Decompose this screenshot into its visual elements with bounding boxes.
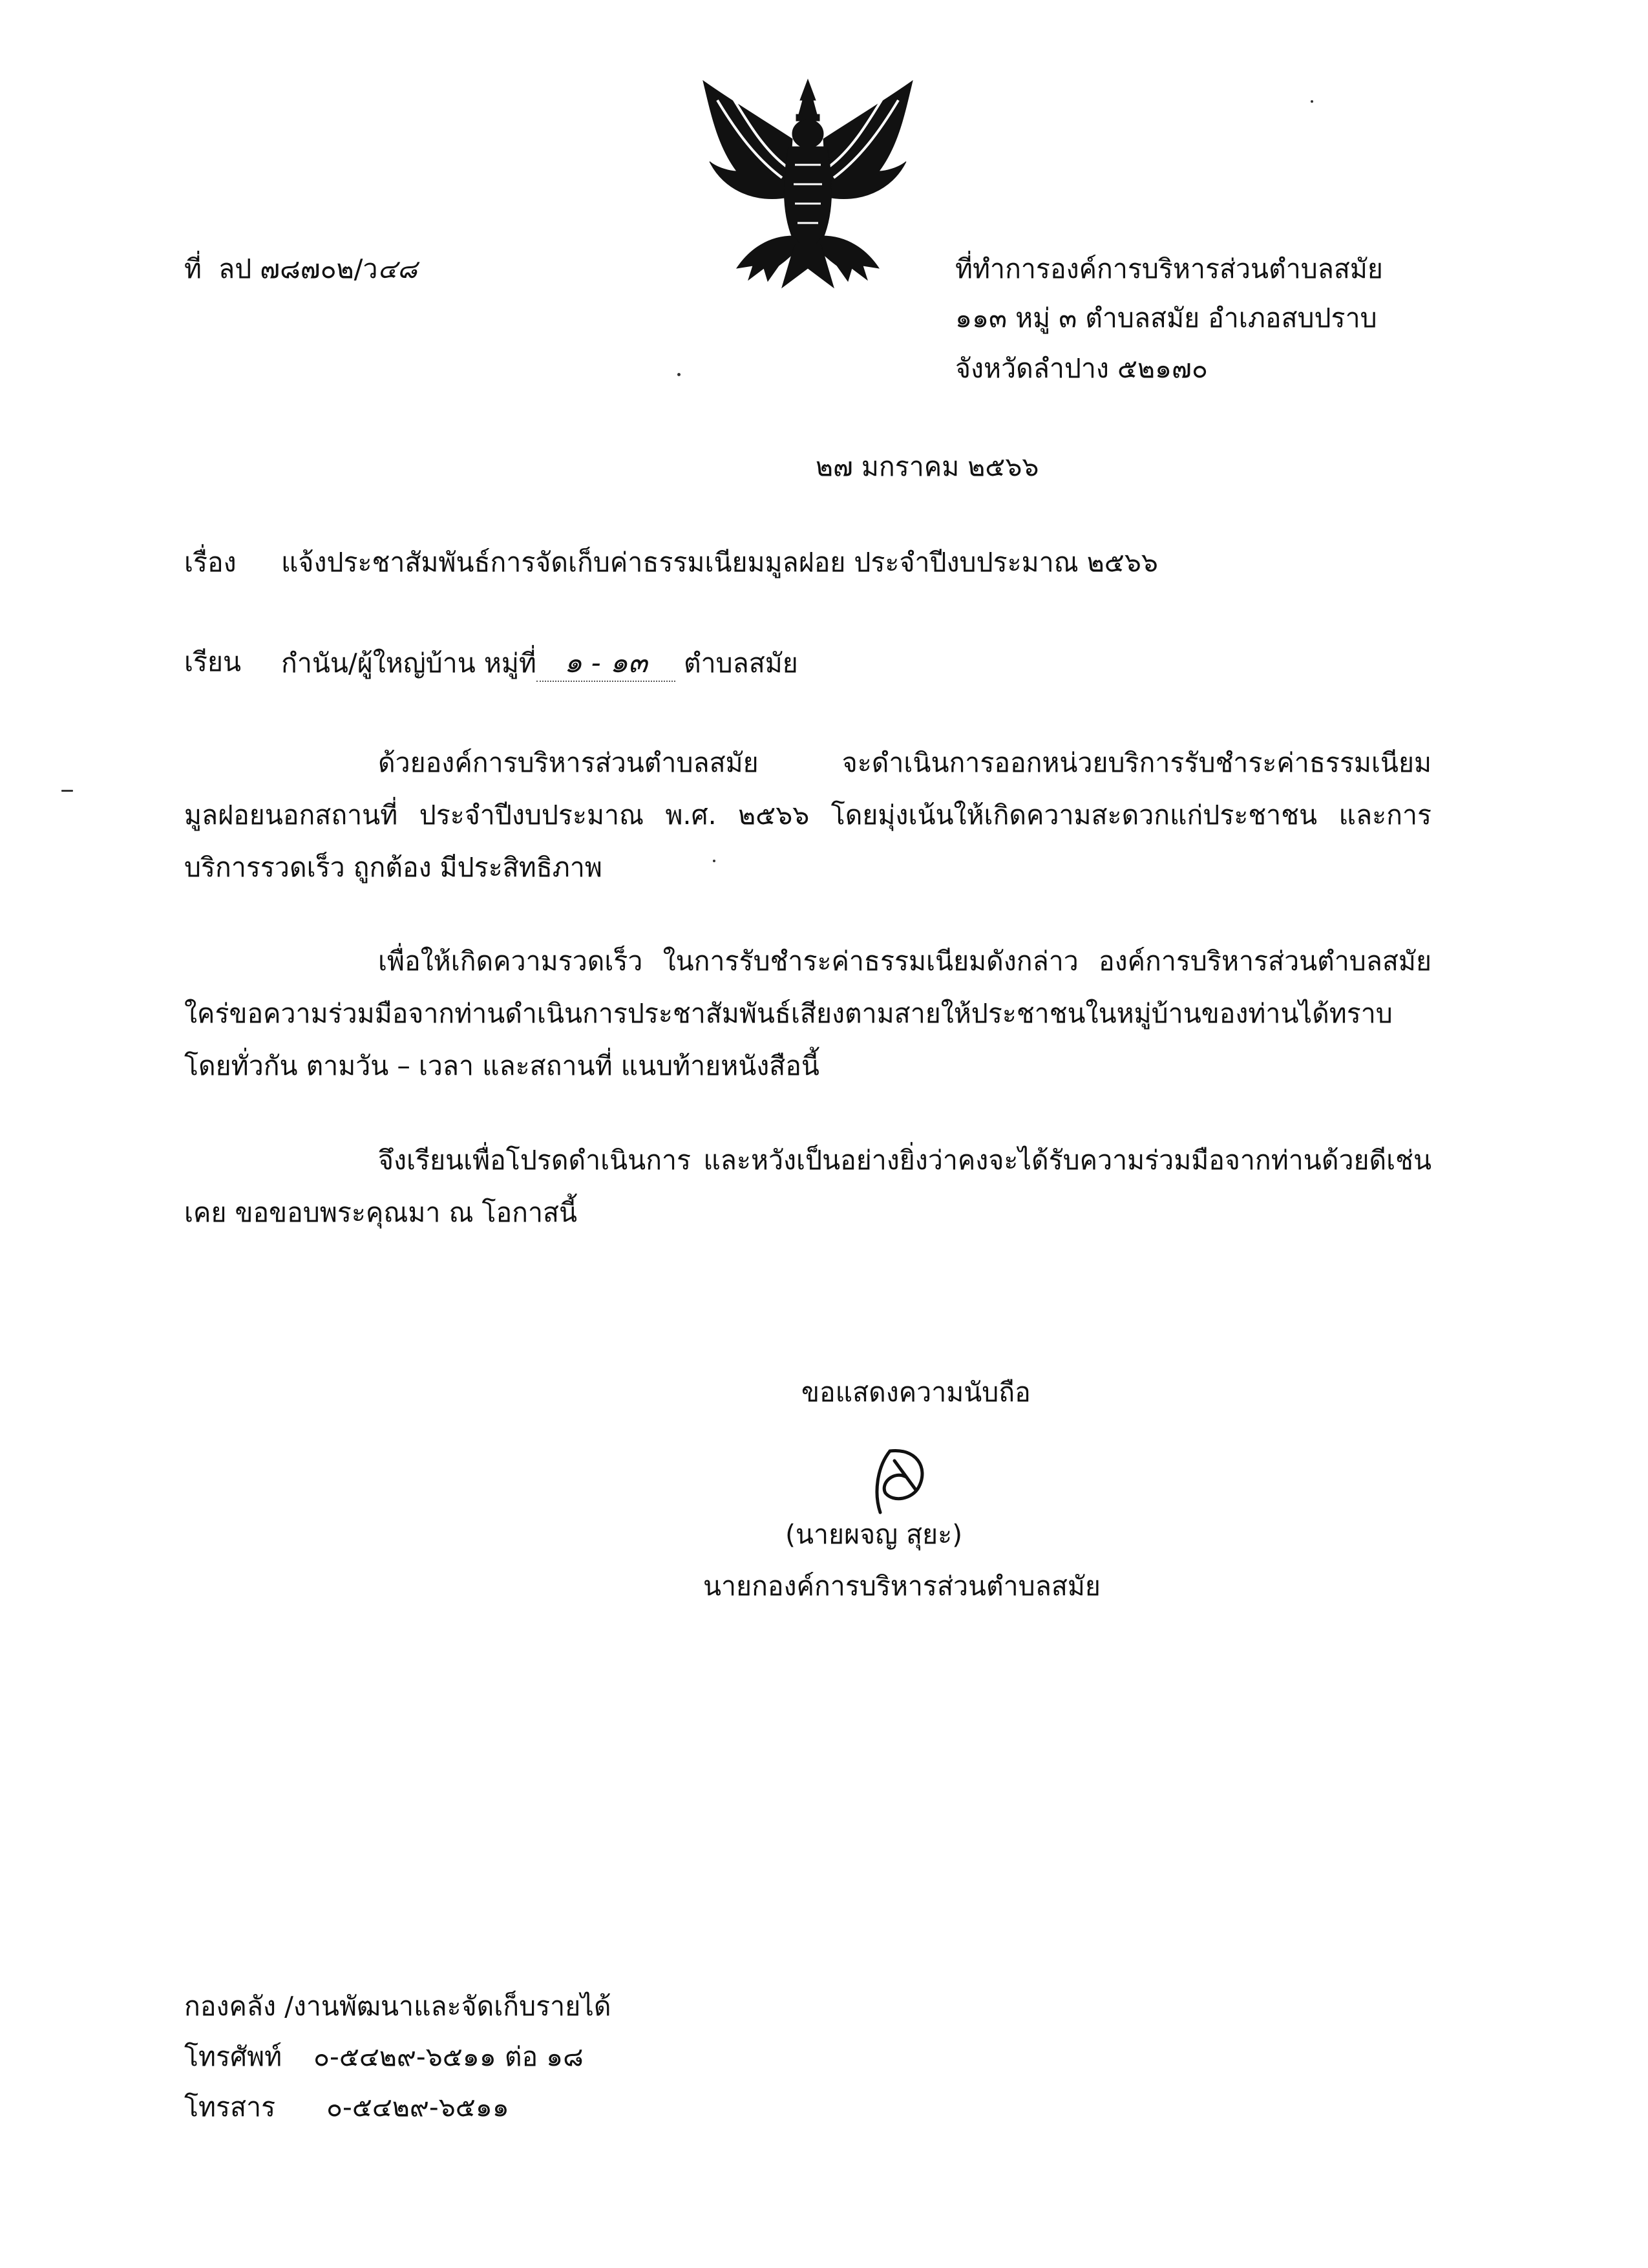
office-address-line-2: ๑๑๓ หมู่ ๓ ตำบลสมัย อำเภอสบปราบ [955, 302, 1377, 334]
body-paragraph-2-text: เพื่อให้เกิดความรวดเร็ว ในการรับชำระค่าธรรมเนียมดังกล่าว องค์การบริหารส่วนตำบลสมัย ใคร่ขอความร่วมมือจากท่านดำเนินการประชาสัมพันธ์เสียงตามสายให้ประชาชนในหมู่บ้านของท่านได้ทราบโดยทั่วกัน ตามวัน – เวลา และสถานที่ แนบท้ายหนังสือนี้ [184, 946, 1431, 1081]
body-paragraph-3-text: จึงเรียนเพื่อโปรดดำเนินการ และหวังเป็นอย่างยิ่งว่าคงจะได้รับความร่วมมือจากท่านด้วยดีเช่นเคย ขอขอบพระคุณมา ณ โอกาสนี้ [184, 1145, 1431, 1228]
body-paragraph-1-text: ด้วยองค์การบริหารส่วนตำบลสมัย จะดำเนินการออกหน่วยบริการรับชำระค่าธรรมเนียมมูลฝอยนอกสถานที่ ประจำปีงบประมาณ พ.ศ. ๒๕๖๖ โดยมุ่งเน้นให้เกิดความสะดวกแก่ประชาชน และการบริการรวดเร็ว ถูกต้อง มีประสิทธิภาพ [184, 747, 1431, 883]
body-paragraph-1 [184, 737, 1431, 894]
closing-phrase: ขอแสดงความนับถือ [801, 1377, 1031, 1408]
signer-title: นายกองค์การบริหารส่วนตำบลสมัย [703, 1571, 1101, 1602]
recipient-prefix: กำนัน/ผู้ใหญ่บ้าน หมู่ที่ [281, 648, 536, 679]
garuda-emblem-icon [692, 74, 924, 294]
reference-number [184, 253, 417, 285]
phone-label: โทรศัพท์ [184, 2041, 282, 2072]
reference-handwritten: ๔๘ [377, 255, 417, 284]
scan-speck [61, 790, 73, 792]
office-address-line-1: ที่ทำการองค์การบริหารส่วนตำบลสมัย [955, 253, 1383, 284]
reference-label: ที่ [184, 253, 202, 284]
body-paragraph-2 [184, 935, 1431, 1092]
recipient-label: เรียน [184, 646, 242, 677]
letter-date: ๒๗ มกราคม ๒๕๖๖ [816, 451, 1039, 482]
recipient-text [281, 646, 798, 682]
recipient-suffix: ตำบลสมัย [683, 648, 798, 679]
fax-label: โทรสาร [184, 2092, 276, 2123]
subject-label: เรื่อง [184, 547, 237, 578]
office-address-line-3: จังหวัดลำปาง ๕๒๑๗๐ [955, 353, 1208, 384]
scan-speck [1311, 100, 1313, 103]
department-name: กองคลัง /งานพัฒนาและจัดเก็บรายได้ [184, 1991, 611, 2022]
body-paragraph-3 [184, 1134, 1431, 1239]
scan-speck [713, 860, 715, 862]
recipient-handwritten-range: ๑ - ๑๓ [536, 646, 675, 682]
reference-number-text: ลป ๗๘๗๐๒/ว [218, 253, 378, 284]
scan-speck [677, 373, 681, 376]
signer-name: (นายผจญ สุยะ) [785, 1519, 963, 1550]
signature-icon [854, 1441, 932, 1519]
fax-number: ๐-๕๔๒๙-๖๕๑๑ [326, 2092, 509, 2123]
subject-text: แจ้งประชาสัมพันธ์การจัดเก็บค่าธรรมเนียมมูลฝอย ประจำปีงบประมาณ ๒๕๖๖ [281, 547, 1158, 578]
phone-number: ๐-๕๔๒๙-๖๕๑๑ ต่อ ๑๘ [313, 2041, 584, 2072]
